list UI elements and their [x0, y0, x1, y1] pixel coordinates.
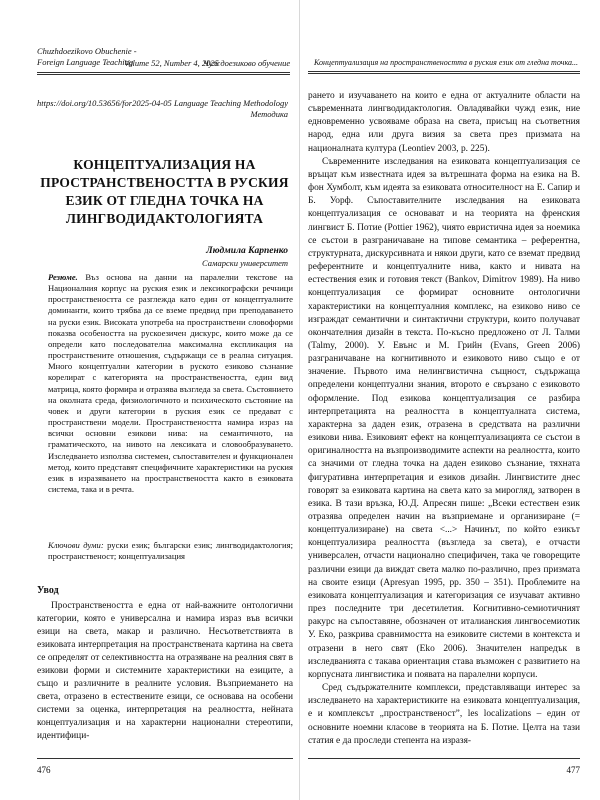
section-tag-en: Language Teaching Methodology: [174, 98, 288, 108]
keywords: [48, 540, 293, 562]
header-rule: [37, 72, 290, 73]
section-tag: [138, 98, 288, 120]
journal-name-line-1: Chuzhdoezikovo Obuchenie -: [37, 46, 137, 56]
page-number: 477: [566, 765, 580, 775]
section-tag-bg: Методика: [250, 109, 288, 119]
author-affiliation: Самарски университет: [202, 258, 288, 268]
page-number: 476: [37, 765, 51, 775]
journal-section: Чуждоезиково обучение: [203, 58, 291, 68]
header-rule: [308, 71, 580, 72]
keywords-text: руски език; български език; лингводидактология; пространственост; концептуализация: [48, 540, 293, 561]
journal-name: [37, 46, 137, 68]
header-rule-thin: [37, 74, 290, 75]
footer-rule: [308, 758, 580, 759]
author-name: Людмила Карпенко: [206, 246, 288, 256]
article-title: КОНЦЕПТУАЛИЗАЦИЯ НА ПРОСТРАНСТВЕНОСТТА В РУСКИЯ ЕЗИК ОТ ГЛЕДНА ТОЧКА НА ЛИНГВОДИДАКТОЛОГИЯТА: [40, 157, 289, 226]
abstract: [48, 272, 293, 495]
abstract-text: Въз основа на данни на паралелни текстове на Националния корпус на руския език и лексикографски речници пространствеността се разглежда като един от концептуалните доминанти, които трябва да се вземе предвид при преподаването на руски език. Високата употреба на пространствени словоформи показва особеността на рускоезичен дискурс, които може да се определи като последователна максимална експликация на пространствените отношения, съдържащи се в реална ситуация. Много концептуални категории в руското езиково съзнание корелират с категорията на пространствеността, един вид матрица, която формира и отразява възгледа за света. Състоянието на околната среда, физиологичното и психическото състояние на човек и други категории в руския език се предават с пространствени модели. Пространствеността намира израз на всички основни езикови нива: на семантичното, на граматическото, на нивото на лексиката и словообразуването. Изследването използва системен, съпоставителен и функционален метод, които представят специфичните характеристики на руския език в изразяването на пространствеността както в езиковата система, така и в речта.: [48, 272, 293, 494]
body-paragraph: Съвременните изследвания на езиковата концептуализация се връщат към известната идея за вътрешната форма на езика на В. фон Хумболт, към идеята за езиковата относителност на Е. Сапир и Б. Уорф. Съпоставителните изследвания на езиковата концептуализация се основават и на теорията на френския лингвист Б. Потие (Pottier 1962), чиято евристична идея за ноемика се състои в разграничаване на типове семантика – референтна, структурната, дискурсивната и някои други, като се вземат предвид референтните и концептуалните нива, както и нивата на естествения език и готовия текст (Bankov, Dimitrov 1989). На ниво концептуализация се формират основните онтологични характеристики на концептуалния комплекс, на езиково ниво се изграждат семантични и синтактични структури, които получават окончателния дизайн в текста. По-късно предложено от Л. Талми (Talmy, 2000). У. Евънс и М. Грийн (Evans, Green 2006) разграничаване на когнитивното и езиковото ниво също е от значение. Първото има нелингвистична същност, съдържаща определени концептуални знания, второто е свързано с езиковото оформление. Под езикова концептуализация се разбира интерпретацията на реалността в концептуалната система, характерна за даден език, отразена в средствата на различни езикови нива. Езиковият ефект на концептуализацията се състои в оригиналността на възпроизводимите аспекти на реалността, които са значими от гледна точка на даден езиково съзнание, тяхната фигуративна интерпретация и езиков дизайн. Лингвистите днес говорят за езиковата картина на света като за мирогляд, затворен в езика. В тази връзка, Ю.Д. Апресян пише: „Всеки естествен език отразява определен начин на възприемане и организиране (= концептуализиране) на света <...> Начинът, по който езикът концептуализира реалността (възгледа за света), е отчасти универсален, отчасти национално специфичен, така че говорещите различни езици да виждат света малко по-различно, през призмата на своите езици (Apresyan 1995, pp. 350 – 351). Проблемите на езиковата концептуализация и категоризация се изучават активно през последните три десетилетия. Когнитивно-семиотичният ракурс на съпоставяне, обозначен от италианския лингвосемиотик У. Еко, разкрива сравнимостта на езиковите системи в контекста и отразени в него свят (Eko 2006). Значителен напредък в изследванията с такава ориентация става възможен с развитието на корпусната лингвистика и появата на паралелни корпуси.: [308, 156, 580, 680]
doi-link[interactable]: https://doi.org/10.53656/for2025-04-05: [37, 98, 172, 108]
intro-paragraph: Пространствеността е една от най-важните онтологични категории, която е универсална и намира израз във всички езици на света, макар и различно. Несъответствията в езиковата интерпретация на пространствената картина на света се определят от селективността на отразяване на реалния свят в езикови форми и системните характеристики на езиците, а също и различните в реалните условия. Възприемането на света, отразено в естествените езици, се основава на особени системи за оценка, интерпретация на реалността, нейната концептуализация и на характерни национални стереотипи, идентифици-: [37, 601, 293, 742]
right-page: [300, 0, 600, 800]
keywords-label: Ключови думи:: [48, 540, 104, 550]
abstract-label: Резюме.: [48, 272, 78, 282]
header-rule-thin: [308, 73, 580, 74]
running-header: Концептуализация на пространствеността в руския език от гледна точка...: [314, 58, 578, 67]
footer-rule: [37, 758, 293, 759]
body-paragraph: рането и изучаването на които е една от актуалните области на съвременната лингводидактология. Овладявайки чужд език, ние едновременно усвояваме образа на света, присъщ на съответния народ, една или друга визия за света през призмата на националната култура (Leontiev 2003, p. 225).: [308, 91, 580, 154]
body-paragraph: Сред съдържателните комплекси, представляващи интерес за изследването на характеристиките на езиковата концептуализация, е и комплексът „пространственост”, les localizations – един от основните ноемни класове в теорията на Б. Потие. Целта на тази статия е да проследи степента на изразя-: [308, 683, 580, 746]
body-text: [308, 90, 580, 748]
journal-volume: Volume 52, Number 4, 2025: [124, 58, 219, 68]
journal-name-line-2: Foreign Language Teaching: [37, 57, 134, 67]
intro-heading: Увод: [37, 585, 59, 596]
